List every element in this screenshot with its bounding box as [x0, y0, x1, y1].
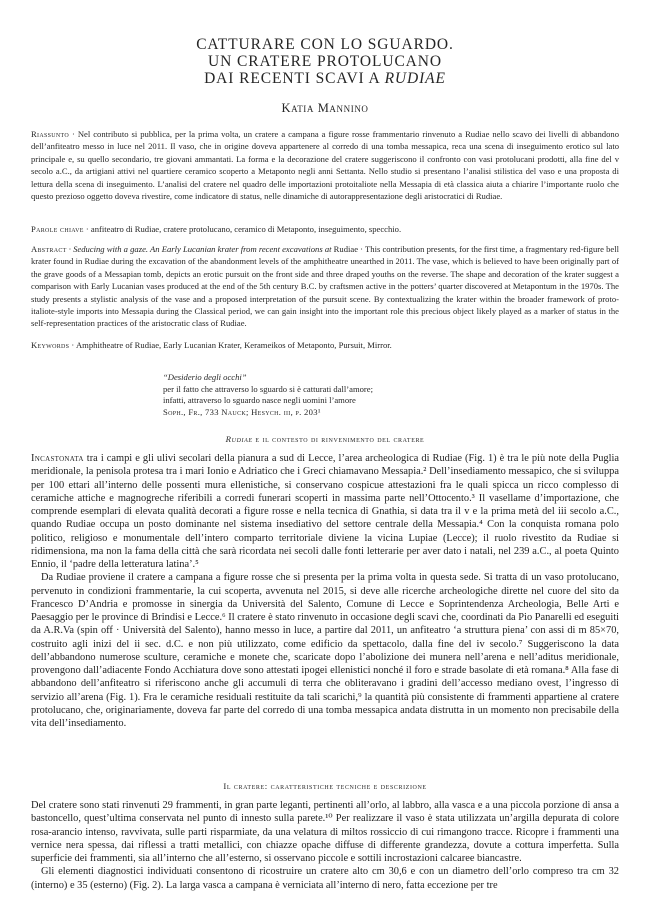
keywords-paragraph: [31, 339, 619, 351]
section-heading-1: [0, 434, 650, 444]
riassunto-label: Riassunto: [31, 129, 69, 139]
abstract-title-place: Rudiae: [331, 244, 359, 254]
epigraph-line-2: per il fatto che attraverso lo sguardo si è catturati dall’amore;: [163, 383, 373, 394]
dropcap-lead-word: Incastonata: [31, 453, 84, 464]
title-line-3-prefix: DAI RECENTI SCAVI A: [204, 70, 385, 87]
abstract-label: Abstract: [31, 244, 67, 254]
title-line-3: [0, 70, 650, 87]
title-line-3-italic: RUDIAE: [384, 70, 446, 87]
epigraph-source: Soph., Fr., 733 Nauck; Hesych. iii, p. 203¹: [163, 406, 321, 417]
author-name: Katia Mannino: [281, 101, 369, 115]
section-2-paragraph-2: Gli elementi diagnostici individuati consentono di ricostruire un cratere alto cm 30,6 e con un diametro dell’orlo compreso tra cm 32 (interno) e 35 (esterno) (Fig. 2). La larga vasca a campana è verniciata all’interno di nero, fatta eccezione per tre: [31, 866, 619, 891]
abstract-text: · This contribution presents, for the first time, a fragmentary red-figure bell krater found in Rudiae during the excavation of the abandonment levels of the amphitheatre unearthed in 2011. The vase, which is believed to have been originally part of the grave goods of a Messapian tomb, depicts an erotic pursuit on the front side and three draped youths on the reverse. The shape and decoration of the krater suggest a comparison with Early Lucanian vases produced at the end of the 5th century B.C. by craftsmen active in the potters’ quarter discovered at Metapontum in the 1970s. The study presents a stylistic analysis of the vase and a proposed interpretation of the pursuit scene. By contextualizing the krater within the broader framework of proto-italiote-style imports into Messapia during the Classical period, we can gain insight into the important role this precious object likely played as a marker of status in the self-representation practices of the aristocratic class of Rudiae.: [31, 244, 619, 329]
section-2-paragraph-1: Del cratere sono stati rinvenuti 29 frammenti, in gran parte leganti, pertinenti all’orlo, al labbro, alla vasca e a una piccola porzione di ansa a bastoncello, quest’ultima conservata nel punto di innesto sulla parete.¹⁰ Per realizzare il vaso è stata utilizzata un’argilla depurata di colore rosa-arancio intenso, ravvivata, sulle parti risparmiate, da una velatura di miltos rossiccio di cui rimangono tracce. Ricopre i frammenti una vernice nera spessa, dai riflessi a tratti metallici, con chiazze opache diffuse di differente grandezza, dovute a cottura imperfetta. Sulla superficie dei frammenti, sia all’interno che all’esterno, si osservano piccole e sottili incrostazioni calcaree biancastre.: [31, 800, 619, 864]
section-1-paragraph-1-text: tra i campi e gli ulivi secolari della pianura a sud di Lecce, l’area archeologica di Rudiae (Fig. 1) è tra le più note della Puglia meridionale, la penisola protesa tra i mari Ionio e Adriatico che i Greci chiamavano Messapia.² Dell’insediamento messapico, che si sviluppa per 100 ettari all’interno delle possenti mura ellenistiche, si conservano cospicue attestazioni fra le quali spicca un ricco complesso di ceramiche attiche e magnogreche riferibili a corredi funerari scoperti in massima parte nell’Ottocento.³ Il vasellame d’importazione, che comprende esemplari di elevata qualità decorati a figure rosse e nella tecnica di Gnathia, si data tra il v e la prima metà del iii secolo a.C., quando Rudiae occupa un posto dominante nel sistema insediativo del settore centrale della Messapia.⁴ Con la conquista romana polo politico, religioso e monumentale dell’intero comparto territoriale diviene la vicina Lupiae (Lecce); il ruolo rivestito da Rudiae si ridimensiona, ma non la fama della città che sarà ricordata nei secoli dalle fonti letterarie per aver dato i natali, nel 239 a.C., al poeta Quinto Ennio, il ‘padre della letteratura latina’.⁵: [31, 453, 619, 570]
section-1-body: [31, 452, 619, 730]
section-1-paragraph-2: Da Rudiae proviene il cratere a campana a figure rosse che si presenta per la prima volta in questa sede. Si tratta di un vaso protolucano, pervenuto in condizioni frammentarie, la cui scoperta, avvenuta nel 2015, si deve alle ricerche archeologiche dirette nel cuore del sito da Francesco D’Andria e promosse in sinergia da Università del Salento, Comune di Lecce e Soprintendenza Archeologia, Belle Arti e Paesaggio per le province di Brindisi e Lecce.⁶ Il cratere è stato rinvenuto in occasione degli scavi che, coordinati da Pio Panarelli ed eseguiti da A.R.Va (spin off · Università del Salento), hanno messo in luce, a partire dal 2011, un anfiteatro ‘a struttura piena’ con assi di m 85×70, costruito agli inizi del ii sec. d.C. e non più utilizzato, come edificio da spettacolo, dalla fine del iv secolo.⁷ Suggeriscono la data dell’abbandono numerose sculture, ceramiche e monete che, scaricate dopo l’abolizione dei munera nell’arena e nell’aditus meridionale, provengono dall’adiacente Fondo Acchiatura dove sono attestati ipogei ellenistici nonché il foro e strade basolate di età romana.⁸ Alla fase di abbandono dell’anfiteatro si riferiscono anche gli accumuli di terra che obliteravano i gradini dell’accesso mediano ovest, l’ingresso di servizio all’arena (Fig. 1). Fra le ceramiche residuali restituite da tali scarichi,⁹ la quantità più consistente di frammenti appartiene al cratere protolucano, che, originariamente, doveva far parte del corredo di una tomba messapica andata distrutta in un momento non precisabile della vita dell’insediamento.: [31, 572, 619, 729]
article-title: [0, 36, 650, 87]
section-2-body: [31, 799, 619, 892]
parole-chiave-paragraph: [31, 223, 619, 235]
section-1-paragraph-1: [31, 452, 619, 571]
riassunto-text: · Nel contributo si pubblica, per la prima volta, un cratere a campana a figure rosse frammentario rinvenuto a Rudiae nello scavo dei livelli di abbandono dell’anfiteatro messo in luce nel 2011. Il vaso, che in origine doveva appartenere al corredo di una tomba messapica, reca una scena di inseguimento erotico sul lato principale e, su quello secondario, tre giovani ammantati. La forma e la decorazione del cratere suggeriscono il confronto con vasi protolucani prodotti, alla fine del v secolo a.C., da artigiani attivi nel quartiere ceramico scoperto a Metaponto negli anni Settanta. Nello studio si presentano l’analisi stilistica del vaso e una proposta di lettura della scena di inseguimento. L’analisi del cratere nel quadro delle importazioni protoitaliote nella Messapia di età classica aiuta a chiarire l’importante ruolo che questo prezioso oggetto doveva rivestire, come indicatore di status, nelle dinamiche di autorappresentazione degli aristocratici di Rudiae.: [31, 129, 619, 202]
epigraph-line-1: “Desiderio degli occhi”: [163, 372, 247, 382]
keywords-text: · Amphitheatre of Rudiae, Early Lucanian Krater, Kerameikos of Metaponto, Pursuit, Mirror.: [69, 340, 392, 350]
epigraph-line-3: infatti, attraverso lo sguardo nasce negli uomini l’amore: [163, 395, 356, 406]
section-heading-1-rest: e il contesto di rinvenimento del cratere: [252, 434, 425, 444]
riassunto-paragraph: [31, 128, 619, 202]
section-heading-1-italic: Rudiae: [225, 434, 253, 444]
parole-chiave-text: · anfiteatro di Rudiae, cratere protolucano, ceramico di Metaponto, inseguimento, specchio.: [83, 224, 402, 234]
abstract-paragraph: [31, 243, 619, 330]
keywords-label: Keywords: [31, 340, 70, 350]
epigraph: [163, 372, 463, 418]
title-line-1: CATTURARE CON LO SGUARDO.: [196, 36, 454, 53]
title-line-2: UN CRATERE PROTOLUCANO: [208, 53, 442, 70]
parole-chiave-label: Parole chiave: [31, 224, 84, 234]
abstract-title: · Seducing with a gaze. An Early Lucanian krater from recent excavations at: [66, 244, 332, 254]
section-heading-2: Il cratere: caratteristiche tecniche e descrizione: [223, 781, 427, 791]
